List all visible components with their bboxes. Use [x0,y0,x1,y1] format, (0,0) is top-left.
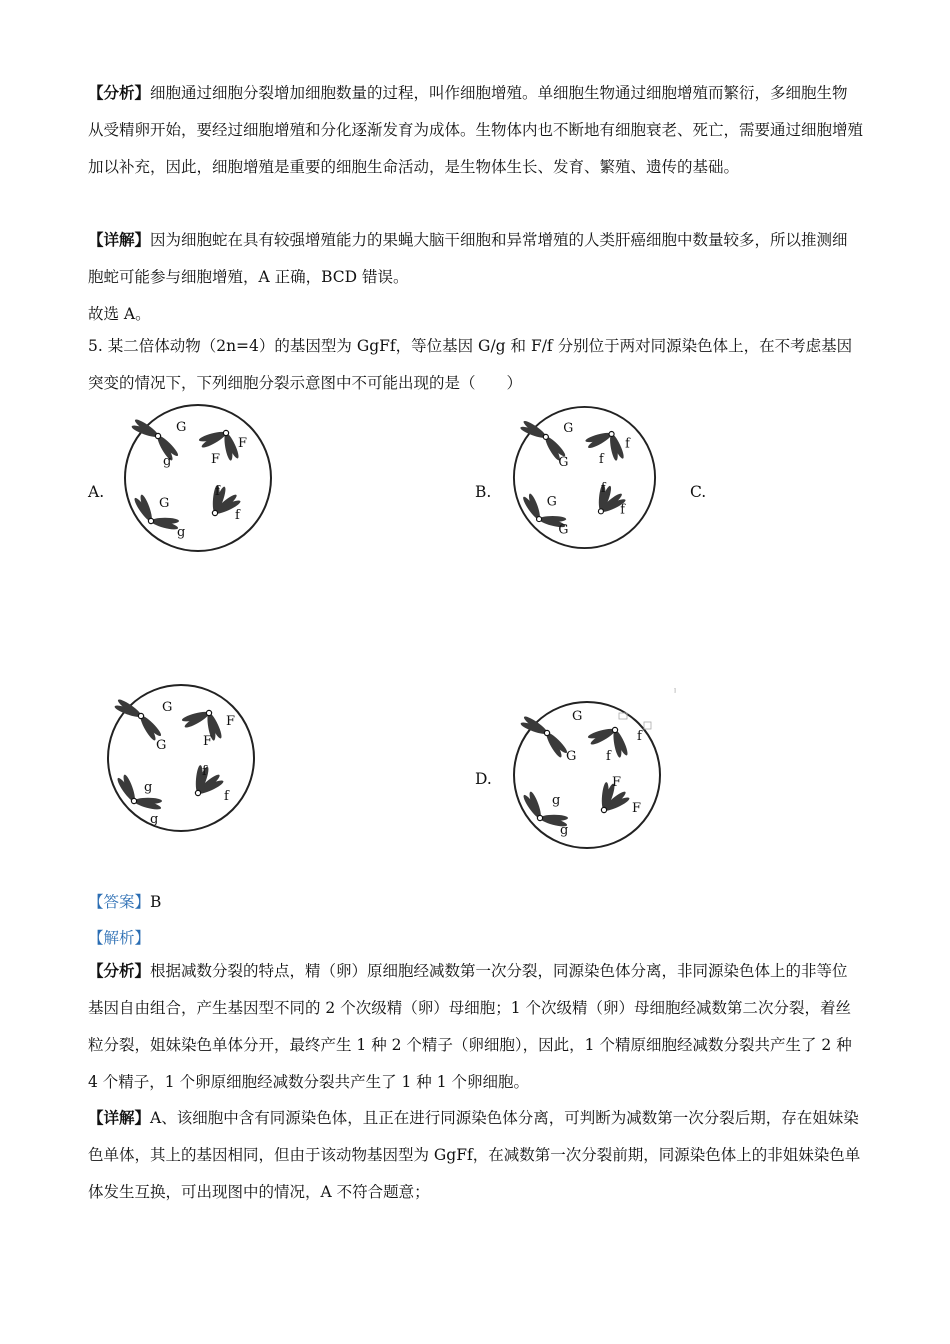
question-text: 5. 某二倍体动物（2n=4）的基因型为 GgFf，等位基因 G/g 和 F/f 分别位于两对同源染色体上，在不考虑基因突变的情况下，下列细胞分裂示意图中不可能出现的是（ ） [88,337,853,392]
gene-label: f [202,764,207,779]
chromatid-shape [134,798,162,804]
answer-value: B [150,893,162,911]
detail-text: 因为细胞蛇在具有较强增殖能力的果蝇大脑干细胞和异常增殖的人类肝癌细胞中数量较多，所以推测细胞蛇可能参与细胞增殖，A 正确，BCD 错误。 [88,231,848,286]
cell-diagram-b [512,405,657,550]
analysis-paragraph-2 [88,952,863,1101]
gene-label: G [566,749,577,764]
answer-tag: 【答案】 [88,893,151,911]
option-d-label: D. [475,770,492,788]
option-b-label: B. [475,483,492,501]
centromere-dot [223,430,228,435]
gene-label: g [552,793,561,808]
chromatid-shape [540,815,568,821]
gene-label: G [546,493,557,509]
gene-label: F [211,452,221,467]
centromere-dot [148,518,153,523]
gene-label: f [625,435,630,451]
gene-label: G [162,700,173,715]
centromere-dot [609,431,614,436]
cell-diagram-c [106,683,256,833]
centromere-dot [206,710,211,715]
gene-label: f [235,508,240,523]
answer-line [88,890,161,912]
gene-label: g [150,812,159,827]
analysis-text: 细胞通过细胞分裂增加细胞数量的过程，叫作细胞增殖。单细胞生物通过细胞增殖而繁衍，多细胞生物从受精卵开始，要经过细胞增殖和分化逐渐发育为成体。生物体内也不断地有细胞衰老、死亡，需要通过细胞增殖加以补充，因此，细胞增殖是重要的细胞生命活动，是生物体生长、发育、繁殖、遗传的基础。 [88,84,864,176]
gene-label: F [203,734,213,749]
gene-label: F [226,714,236,729]
detail-text: A、该细胞中含有同源染色体，且正在进行同源染色体分离，可判断为减数第一次分裂后期，存在姐妹染色单体，其上的基因相同，但由于该动物基因型为 GgFf，在减数第一次分裂前期，同源染色体上的非姐妹染色单体发生互换，可出现图中的情况，A 不符合题意； [88,1109,861,1201]
centromere-dot [131,798,136,803]
centromere-dot [537,517,542,522]
analysis-tag: 【分析】 [88,83,151,102]
detail-paragraph-2 [88,1099,863,1211]
gene-label: f [600,480,606,495]
gene-label: G [572,709,583,724]
centromere-dot [543,434,548,439]
gene-label: g [144,780,153,795]
gene-label: G [563,420,574,436]
gene-label: f [215,484,220,499]
centromere-dot [537,815,542,820]
gene-label: F [238,436,248,451]
centromere-dot [598,509,603,514]
centromere-dot [544,730,549,735]
gene-label: G [558,521,569,537]
choose-line: 故选 A。 [88,305,151,323]
centromere-dot [195,790,200,795]
explain-line [88,926,150,948]
analysis-paragraph-1 [88,74,863,186]
gene-label: f [224,789,229,804]
chromatid-shape [151,518,179,524]
centromere-dot [212,510,217,515]
option-a-label: A. [88,483,105,501]
analysis-text: 根据减数分裂的特点，精（卵）原细胞经减数第一次分裂，同源染色体分离，非同源染色体上的非等位基因自由组合，产生基因型不同的 2 个次级精（卵）母细胞；1 个次级精（卵）母细胞经减数第二次分裂，着丝粒分裂，姐妹染色单体分开，最终产生 1 种 2 个精子（卵细胞），因此，1 个精原细胞经减数分裂共产生了 2 种 4 个精子，1 个卵原细胞经减数分裂共产生了 1 种 1 个卵细胞。 [88,962,852,1091]
centromere-dot [138,713,143,718]
gene-label: G [176,420,187,435]
gene-label: g [163,454,172,469]
gene-label: g [560,823,569,838]
gene-label: f [637,729,642,744]
detail-tag: 【详解】 [88,230,151,249]
option-c-label: C. [690,483,707,501]
gene-label: F [612,775,622,790]
gene-label: G [156,738,167,753]
cell-diagram-d [512,700,662,850]
detail-paragraph-1 [88,221,863,296]
cell-diagram-a [123,403,273,553]
gene-label: f [606,749,611,764]
gene-label: G [159,496,170,511]
gene-label: G [558,453,569,469]
gene-label: f [620,501,625,517]
gene-label: F [632,801,642,816]
gene-label: f [599,451,604,466]
gene-label: g [177,525,186,540]
explain-tag: 【解析】 [88,929,151,947]
centromere-dot [601,807,606,812]
centromere-dot [155,433,160,438]
analysis-tag: 【分析】 [88,961,151,980]
detail-tag: 【详解】 [88,1108,151,1127]
centromere-dot [612,727,617,732]
